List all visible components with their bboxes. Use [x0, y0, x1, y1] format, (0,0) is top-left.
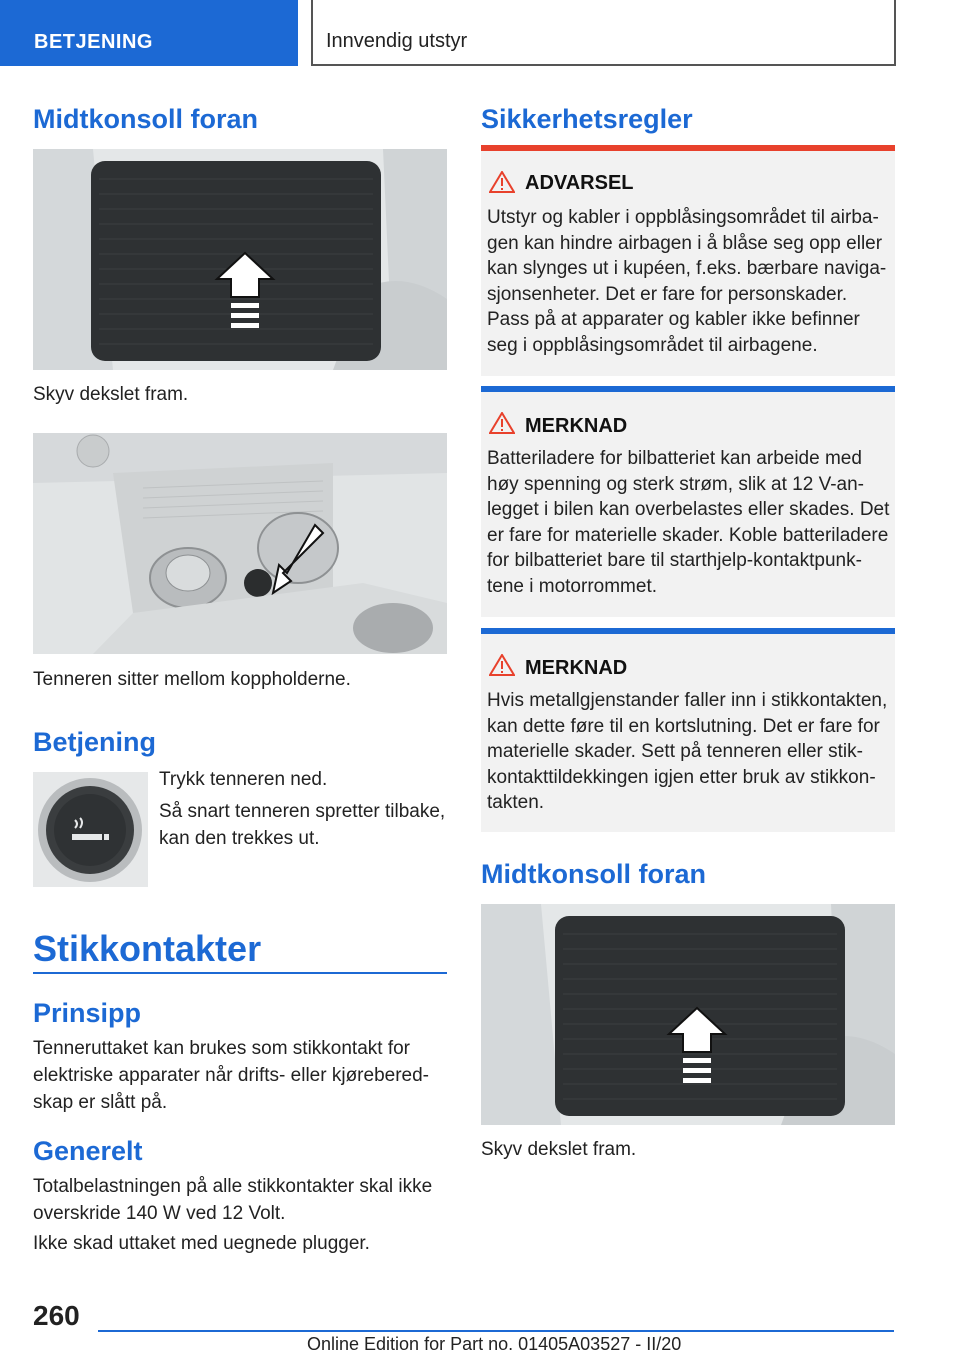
heading-console: Midtkonsoll foran	[33, 104, 258, 134]
lighter-button-illustration	[33, 772, 148, 887]
general-text-2: Ikke skad uttaket med uegnede plugger.	[33, 1233, 370, 1254]
footer-rule	[98, 1330, 894, 1332]
page-number: 260	[33, 1300, 80, 1331]
op-text-2: Så snart tenneren spretter tilbake, kan den trekkes ut.	[159, 801, 446, 849]
warning-triangle-icon	[489, 171, 515, 193]
note-bar	[481, 386, 895, 392]
heading-general: Generelt	[33, 1136, 143, 1166]
op-text-1: Trykk tenneren ned.	[159, 769, 328, 790]
warning-triangle-icon	[489, 412, 515, 434]
note-box-1	[481, 386, 895, 617]
note-text: Hvis metallgjenstander faller inn i stikkontakten, kan dette føre til en kortslutning. Det er fare for materielle skader. Sett på tenneren eller stikkontakttildekkingen igjen etter bruk av stikkontakten.	[487, 690, 888, 813]
note-title: MERKNAD	[525, 657, 628, 679]
note-title: MERKNAD	[525, 415, 628, 437]
heading-console-right: Midtkonsoll foran	[481, 859, 706, 889]
heading-operation: Betjening	[33, 727, 157, 757]
caption-lighter: Tenneren sitter mellom koppholderne.	[33, 669, 351, 690]
console-cover-illustration	[33, 149, 447, 370]
caption-cover-right: Skyv dekslet fram.	[481, 1139, 637, 1160]
general-text-1: Totalbelastningen på alle stikkontakter skal ikke overskride 140 W ved 12 Volt.	[33, 1176, 433, 1224]
console-cover-photo-right	[481, 904, 895, 1125]
console-cover-illustration	[481, 904, 895, 1125]
principle-text: Tenneruttaket kan brukes som stikkontakt for elektriske apparater når drifts- eller kjøreberedskap er slått på.	[33, 1038, 429, 1113]
warning-triangle-icon	[489, 654, 515, 676]
note-bar	[481, 628, 895, 634]
footer-edition: Online Edition for Part no. 01405A03527 - II/20	[307, 1334, 682, 1354]
heading-sockets: Stikkontakter	[33, 928, 262, 969]
warning-text: Utstyr og kabler i oppblåsingsområdet til airbagen kan hindre airbagen i å blåse seg opp eller kan slynges ut i kupéen, f.eks. bærbare navigasjonsenheter. Det er fare for personskader. Pass på at apparater og kabler ikke befinner seg i oppblåsingsområdet til airbagene.	[487, 207, 887, 356]
note-text: Batteriladere for bilbatteriet kan arbeide med høy spenning og sterk strøm, slik at 12 V-anlegget i bilen kan overbelastes eller skades. Det er fare for materielle skader. Koble batteriladere for bilbatteriet bare til starthjelp-kontaktpunktene i motorrommet.	[487, 448, 890, 597]
heading-safety: Sikkerhetsregler	[481, 104, 693, 134]
lighter-button-photo	[33, 772, 148, 887]
heading-rule	[33, 972, 447, 974]
warning-box-advarsel	[481, 145, 895, 376]
lighter-location-photo	[33, 433, 447, 654]
console-cover-photo	[33, 149, 447, 370]
lighter-location-illustration	[33, 433, 447, 654]
warning-title: ADVARSEL	[525, 172, 634, 194]
chapter-tab: BETJENING	[0, 0, 298, 66]
section-tab: Innvendig utstyr	[311, 0, 896, 66]
page-header	[0, 0, 960, 66]
warning-bar	[481, 145, 895, 151]
note-box-2	[481, 628, 895, 832]
heading-principle: Prinsipp	[33, 998, 142, 1028]
caption-cover-left: Skyv dekslet fram.	[33, 384, 189, 405]
